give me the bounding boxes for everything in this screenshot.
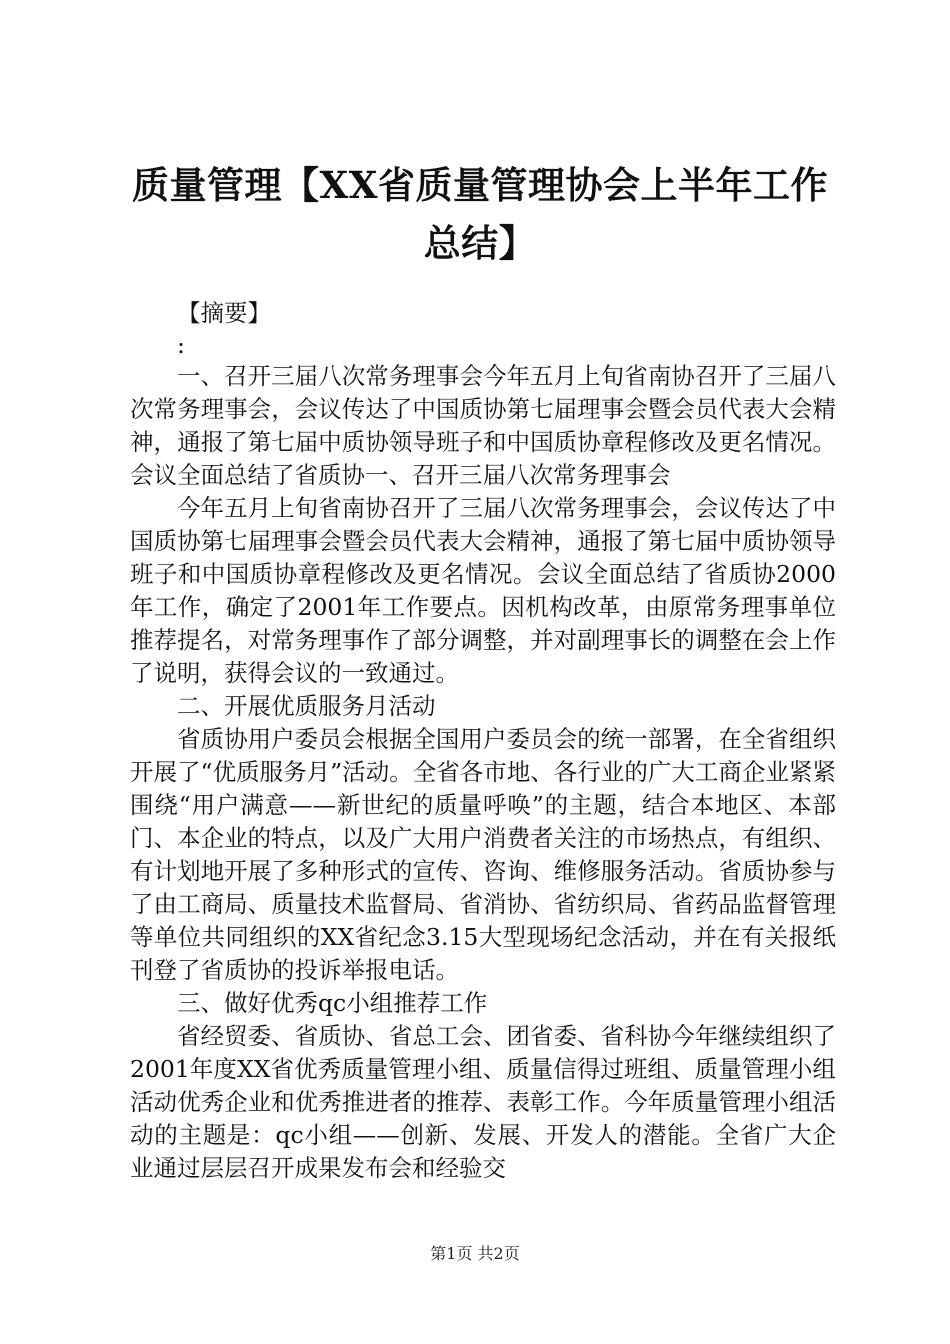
abstract-label: 【摘要】 (177, 299, 271, 327)
document-body (130, 297, 836, 1185)
paragraph: 今年五月上旬省南协召开了三届八次常务理事会，会议传达了中国质协第七届理事会暨会员代表大会精神，通报了第七届中质协领导班子和中国质协章程修改及更名情况。会议全面总结了省质协2000年工作，确定了2001年工作要点。因机构改革，由原常务理事单位推荐提名，对常务理事作了部分调整，并对副理事长的调整在会上作了说明，获得会议的一致通过。 (130, 494, 836, 687)
section-heading: 三、做好优秀qc小组推荐工作 (177, 989, 488, 1017)
abstract-colon: : (177, 331, 185, 359)
section-heading: 二、开展优质服务月活动 (177, 692, 436, 720)
document-title: 质量管理【XX省质量管理协会上半年工作总结】 (132, 163, 828, 265)
page-footer: 第1页 共2页 (430, 1244, 520, 1263)
paragraph: 一、召开三届八次常务理事会今年五月上旬省南协召开了三届八次常务理事会，会议传达了中国质协第七届理事会暨会员代表大会精神，通报了第七届中质协领导班子和中国质协章程修改及更名情况。会议全面总结了省质协一、召开三届八次常务理事会 (130, 362, 836, 489)
paragraph: 省经贸委、省质协、省总工会、团省委、省科协今年继续组织了2001年度XX省优秀质量管理小组、质量信得过班组、质量管理小组活动优秀企业和优秀推进者的推荐、表彰工作。今年质量管理小组活动的主题是：qc小组——创新、发展、开发人的潜能。全省广大企业通过层层召开成果发布会和经验交 (130, 1022, 836, 1182)
paragraph: 省质协用户委员会根据全国用户委员会的统一部署，在全省组织开展了“优质服务月”活动。全省各市地、各行业的广大工商企业紧紧围绕“用户满意——新世纪的质量呼唤”的主题，结合本地区、本部门、本企业的特点，以及广大用户消费者关注的市场热点，有组织、有计划地开展了多种形式的宣传、咨询、维修服务活动。省质协参与了由工商局、质量技术监督局、省消协、省纺织局、省药品监督管理等单位共同组织的XX省纪念3.15大型现场纪念活动，并在有关报纸刊登了省质协的投诉举报电话。 (130, 725, 836, 984)
